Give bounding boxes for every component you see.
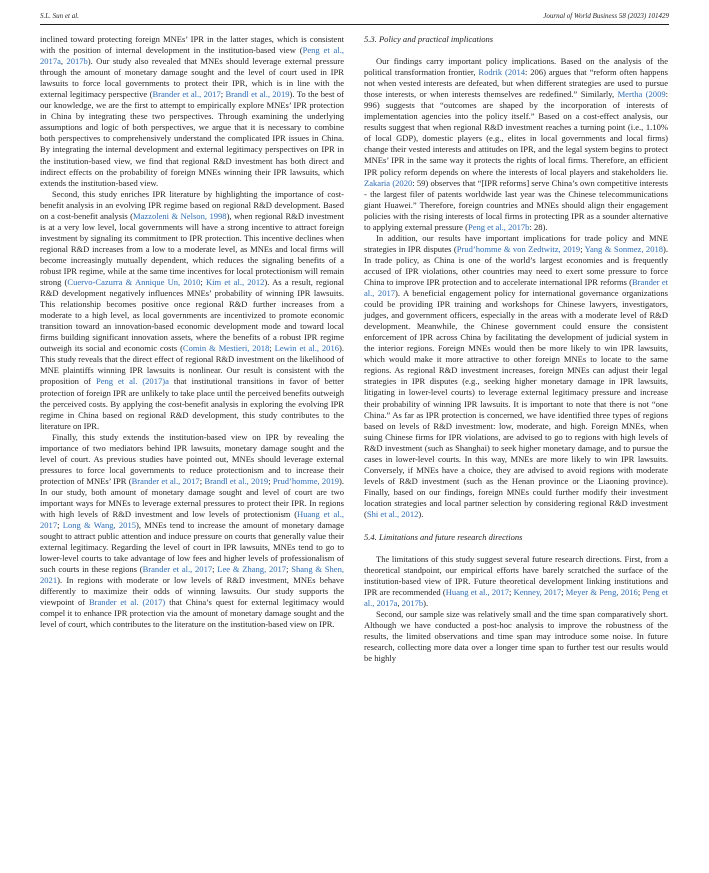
text-run: Finally, this study extends the institution-based view on IPR by revealing the importance of two mediators behind IPR lawsuits, monetary damage sought and the level of court. As previous studies have pointed out, MNEs should leverage external pressures to force local governments to reduce protectionism and to increase their protection of MNEs’ IPR (	[40, 431, 344, 486]
right-column	[364, 34, 668, 665]
text-run: ). A beneficial engagement policy for international governance organizations could be providing IPR training and workshops for Chinese lawyers, investigators, judges, and government officers, especially in the areas with a moderate level of R&D development. Meanwhile, the Chinese government could ensure the consistent enforcement of IPR across China by facilitating the development of judicial system in the interior regions. Foreign MNEs would then be more likely to win IPR lawsuits, which would make it more attractive to other foreign MNEs to locate to the same regions. As regional R&D investment increases, foreign MNEs can adjust their legal strategies in IPR disputes (e.g., seeking higher monetary damage in IPR lawsuits, litigating in lower-level courts) to leverage external legitimacy pressure and increase their probability of winning IPR lawsuits. It is important to note that there is not “one China.” As far as IPR protection is concerned, we have identified three types of regions based on levels of R&D investment: low, moderate, and high. Foreign MNEs, when suing Chinese firms for IPR violations, are advised to go to regions with high levels of R&D investment (such as Shanghai) to seek higher monetary damage, and to pursue the cases in lower-level courts. In this way, MNEs are more likely to win IPR lawsuits. Conversely, if MNEs have a choice, they are advised to avoid regions with moderate levels of R&D investment (such as the Henan province or the Liaoning province). Finally, based on our findings, foreign MNEs could further modify their investment location strategies and local partner selection by considering regional R&D investment (	[364, 288, 668, 519]
citation-link[interactable]: Brander et al., 2017	[364, 276, 668, 299]
citation-link[interactable]: Cuervo-Cazurra & Annique Un, 2010	[67, 277, 201, 288]
paragraph	[364, 56, 668, 233]
paragraph	[364, 233, 668, 520]
text-run: ).	[418, 508, 424, 519]
text-run: : 59) observes that “[IPR reforms] serve China’s own competitive interests - the largest filer of patents worldwide last year was the Chinese telecommunications giant Huawei.” Therefore, foreign countries and MNEs should align their engagement policies with the rising interests of local firms in protecting IPR as a sounder alternative to applying external pressure (	[364, 177, 668, 232]
text-run: In addition, our results have important implications for trade policy and MNE strategies in IPR disputes (	[364, 232, 668, 254]
citation-link[interactable]: 2017b	[401, 598, 424, 609]
text-run: ). In our study, both amount of monetary damage sought and level of court are two important ways for MNEs to leverage external pressures to protect their IPR. In regions with high levels of R&D investment and low levels of protectionism (	[40, 475, 345, 520]
citation-link[interactable]: Yang & Sonmez, 2018	[584, 243, 664, 254]
citation-link[interactable]: Peng et al., 2017a	[40, 45, 344, 67]
citation-link[interactable]: Zakaria (2020	[364, 177, 413, 188]
citation-link[interactable]: Prud’homme, 2019	[272, 475, 340, 486]
citation-link[interactable]: Kim et al., 2012	[205, 277, 265, 288]
citation-link[interactable]: Peng et al., 2017b	[467, 221, 530, 232]
citation-link[interactable]: Comin & Mestieri, 2018	[182, 343, 270, 354]
text-run: ).	[423, 598, 429, 609]
citation-link[interactable]: Brander et al., 2017	[131, 475, 200, 486]
text-run: ). As a result, regional R&D development negatively influences MNEs’ probability of winning IPR lawsuits. This relationship becomes positive once regional R&D further increases from a moderate to a high level, as local governments are incentivized to promote economic transition toward an innovation-based economic development mode and toward local firms building significant innovation assets, where the benefits of a robust IPR regime outweigh its social and economic costs (	[40, 277, 345, 354]
text-run: that China’s quest for external legitimacy would compel it to enhance IPR protection via the amount of monetary damage sought and the level of court, which contributes to the literature on the institution-based view on IPR.	[40, 597, 344, 630]
text-run: Our findings carry important policy implications. Based on the analysis of the political transformation frontier,	[364, 56, 668, 78]
text-run: ;	[212, 564, 218, 575]
citation-link[interactable]: Mazzoleni & Nelson, 1998	[132, 210, 227, 221]
citation-link[interactable]: Huang et al., 2017	[40, 509, 344, 531]
text-run: ;	[200, 277, 206, 288]
citation-link[interactable]: Brander et al. (2017)	[88, 597, 166, 608]
citation-link[interactable]: Kenney, 2017	[513, 587, 562, 598]
text-run: Second, this study enriches IPR literature by highlighting the importance of cost-benefit analysis in an evolving IPR regime based on regional R&D development. Based on a cost-benefit analysis (	[40, 188, 344, 221]
text-run: ;	[561, 587, 566, 598]
header-authors: S.L. Sun et al.	[40, 12, 79, 20]
text-run: ), when regional R&D investment is at a very low level, local governments will have a strong incentive to attract foreign investment by signaling its commitment to IPR protection. This incentive declines when regional R&D increases from a low to a moderate level, as MNEs and local firms will become increasingly mutually dependent, which reduces the signaling benefits of a robust IPR regime, while at the same time incentives for local protectionism will remain strong (	[40, 210, 344, 288]
header-journal: Journal of World Business 58 (2023) 101429	[543, 12, 669, 20]
section-heading-limitations: 5.4. Limitations and future research directions	[364, 532, 523, 543]
text-run: ;	[268, 475, 273, 486]
text-run: Second, our sample size was relatively small and the time span comparatively short. Although we have conducted a post-hoc analysis to improve the robustness of the results, the limited observations and time span may introduce some noise. In future research, collecting more data over a longer time span to further test our results would be highly	[364, 609, 668, 664]
citation-link[interactable]: Prud’homme & von Zedtwitz, 2019	[456, 243, 581, 254]
text-run: ). This study reveals that the direct effect of regional R&D investment on the likelihood of MNE plaintiffs winning IPR lawsuits is nonlinear. Our result is consistent with the proposition of	[40, 343, 344, 387]
text-run: ;	[580, 243, 585, 254]
text-run: ;	[286, 564, 292, 575]
citation-link[interactable]: Mertha (2009	[617, 89, 666, 100]
left-column	[40, 34, 344, 631]
paragraph	[40, 189, 344, 432]
citation-link[interactable]: Brandl et al., 2019	[204, 475, 269, 486]
text-run: ;	[57, 520, 63, 531]
running-header	[40, 12, 669, 24]
citation-link[interactable]: Shang & Shen, 2021	[40, 564, 344, 586]
paragraph	[40, 432, 344, 631]
paragraph	[364, 609, 668, 664]
text-run: ;	[269, 343, 275, 354]
text-run: ), MNEs tend to increase the amount of monetary damage sought to attract public attention and induce pressure on courts that generally value their external legitimacy. Regarding the level of court in IPR lawsuits, MNEs tend to go to lower-level courts to take advantage of low fees and higher levels of professionalism of such courts in these regions (	[40, 520, 344, 575]
citation-link[interactable]: Lewin et al., 2016	[274, 343, 340, 354]
paragraph	[364, 554, 668, 609]
header-rule	[40, 24, 669, 25]
citation-link[interactable]: Brandl et al., 2019	[225, 89, 290, 100]
text-run: ;	[199, 475, 205, 486]
citation-link[interactable]: Brander et al., 2017	[142, 564, 213, 575]
text-run: ). In trade policy, as China is one of the world’s largest economies and is frequently accused of IPR violations, other countries may need to exert some pressure to force China to improve IPR protection and to accelerate international IPR reforms (	[364, 243, 668, 287]
citation-link[interactable]: Shi et al., 2012	[366, 508, 419, 519]
text-run: ). In regions with moderate or low levels of R&D investment, MNEs behave differently to maximize their odds of winning lawsuits. Our study supports the viewpoint of	[40, 575, 344, 608]
citation-link[interactable]: Huang et al., 2017	[445, 587, 509, 598]
text-run: ). To the best of our knowledge, we are the first to attempt to empirically explore MNEs’ IPR protection in China by integrating these two perspectives. Through examining the underlying assumptions and logic of both perspectives, we argue that it is necessary to combine both perspectives to comprehensively understand the complicated IPR issues in China. By integrating the internal development and external legitimacy perspectives on IPR in the institution-based view, we find that regional R&D investment has both direct and indirect effects on the probability of foreign MNEs winning their IPR lawsuits, which extends the institution-based view.	[40, 89, 344, 188]
citation-link[interactable]: Rodrik (2014	[478, 67, 525, 78]
text-run: : 28).	[529, 221, 548, 232]
citation-link[interactable]: Lee & Zhang, 2017	[217, 564, 287, 575]
citation-link[interactable]: Meyer & Peng, 2016	[565, 587, 638, 598]
text-run: ,	[397, 598, 402, 609]
text-run: ). Our study also revealed that MNEs should leverage external pressure through the amount of monetary damage sought and the level of court used in IPR lawsuits to force local governments to protect their IPR, which is in line with the external legitimacy perspective (	[40, 56, 344, 100]
citation-link[interactable]: Long & Wang, 2015	[62, 520, 136, 531]
paragraph	[40, 34, 344, 189]
text-run: ;	[509, 587, 514, 598]
citation-link[interactable]: 2017b	[66, 56, 88, 67]
section-heading-policy: 5.3. Policy and practical implications	[364, 34, 494, 44]
text-run: ;	[637, 587, 643, 598]
text-run: : 206) argues that “reform often happens not when vested interests are defeated, but when different strategies are used to pursue those interests, or when interests themselves are redefined.” Similarly,	[364, 67, 668, 100]
citation-link[interactable]: Peng et al., 2017a	[364, 587, 668, 609]
text-run: : 996) suggests that “outcomes are shaped by the incorporation of interests of implementation agencies into the policy itself.” Based on a cost-effect analysis, our results suggest that when regional R&D investment reaches a turning point (i.e., 1.10% of local GDP), domestic players (e.g., elites in local governments and local firms) change their vested interests and attitudes on IPR, and the legal system begins to protect MNEs’ IPR in the same way it protects the rights of local firms. Therefore, an efficient IPR policy reform depends on where the interests of local players and stakeholders lie.	[364, 89, 668, 177]
citation-link[interactable]: Peng et al. (2017)a	[95, 376, 169, 387]
text-run: that institutional transitions in favor of better protection of foreign IPR are unlikely to take place until the perceived benefits outweigh the perceived costs. By applying the cost-benefit analysis in exploring the evolving IPR regime in China based on regional R&D development, this study contributes to the literature on IPR.	[40, 376, 344, 431]
text-run: ;	[220, 89, 226, 100]
text-run: ,	[60, 56, 67, 67]
text-run: inclined toward protecting foreign MNEs’ IPR in the latter stages, which is consistent with the position of internal development in the institution-based view (	[40, 34, 344, 56]
citation-link[interactable]: Brander et al., 2017	[152, 89, 221, 100]
text-run: The limitations of this study suggest several future research directions. First, from a theoretical standpoint, our empirical efforts have barely scratched the surface of the institution-based view of IPR. Future theoretical development linking institutions and IPR are recommended (	[364, 554, 668, 598]
